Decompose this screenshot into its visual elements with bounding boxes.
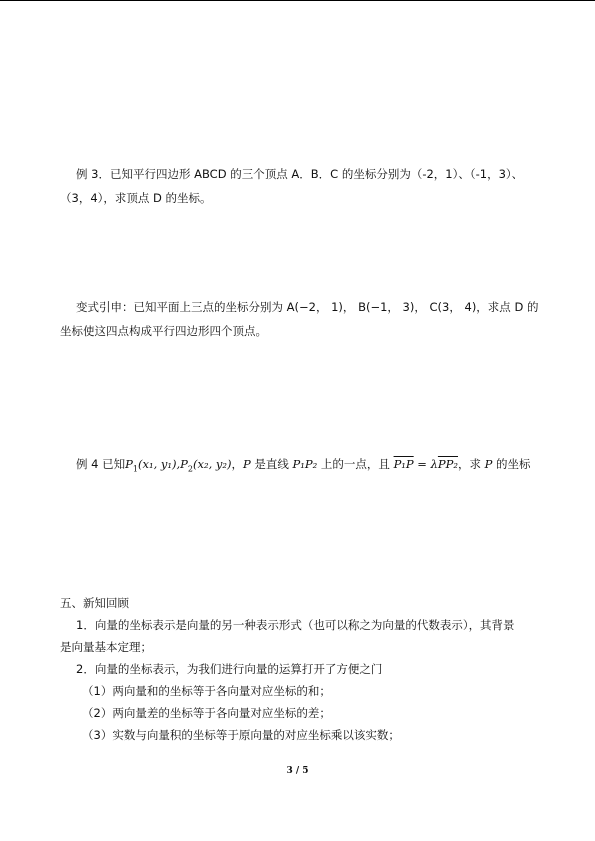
review-sub-3: （3）实数与向量积的坐标等于原向量的对应坐标乘以该实数； [82,728,400,742]
point-p-2: P [484,457,493,471]
example-4-prefix: 例 4 已知 [76,457,126,471]
review-item-1-line-2: 是向量基本定理； [60,640,152,654]
vector-p1p: P₁P [393,457,414,471]
variant-line-2: 坐标使这四点构成平行四边形四个顶点。 [60,324,267,338]
comma: ， [231,457,243,471]
variant-line-1: 变式引申：已知平面上三点的坐标分别为 A(−2， 1)， B(−1， 3)， C(3， 4)，求点 D 的 [76,300,539,314]
review-heading: 五、新知回顾 [60,596,129,610]
point-p: P [242,457,251,471]
review-sub-1: （1）两向量和的坐标等于各向量对应坐标的和； [82,684,331,698]
example-3-line-2: （3，4），求顶点 D 的坐标。 [60,191,212,205]
review-item-1-line-1: 1．向量的坐标表示是向量的另一种表示形式（也可以称之为向量的代数表示），其背景 [76,618,515,632]
example-4-line [76,456,531,477]
point-p1: $P_1(x_1$, y₁), [125,457,181,474]
line-text: 是直线 [250,457,293,471]
equals-lambda: = λ [413,457,438,471]
review-item-2: 2．向量的坐标表示，为我们进行向量的运算打开了方便之门 [76,662,383,676]
top-rule [0,0,595,1]
line-name: P₁P₂ [292,457,318,471]
example-3-line-1: 例 3．已知平行四边形 ABCD 的三个顶点 A．B．C 的坐标分别为（-2，1）、（-1，3）、 [76,167,524,181]
end-text: 的坐标 [492,457,531,471]
tail-text: ，求 [458,457,485,471]
on-text: 上的一点，且 [317,457,394,471]
page-number: 3 / 5 [286,766,309,776]
vector-pp2: PP₂ [437,457,458,471]
point-p2: $P_2(x_2$, y₂) [180,457,232,474]
review-sub-2: （2）两向量差的坐标等于各向量对应坐标的差； [82,706,331,720]
